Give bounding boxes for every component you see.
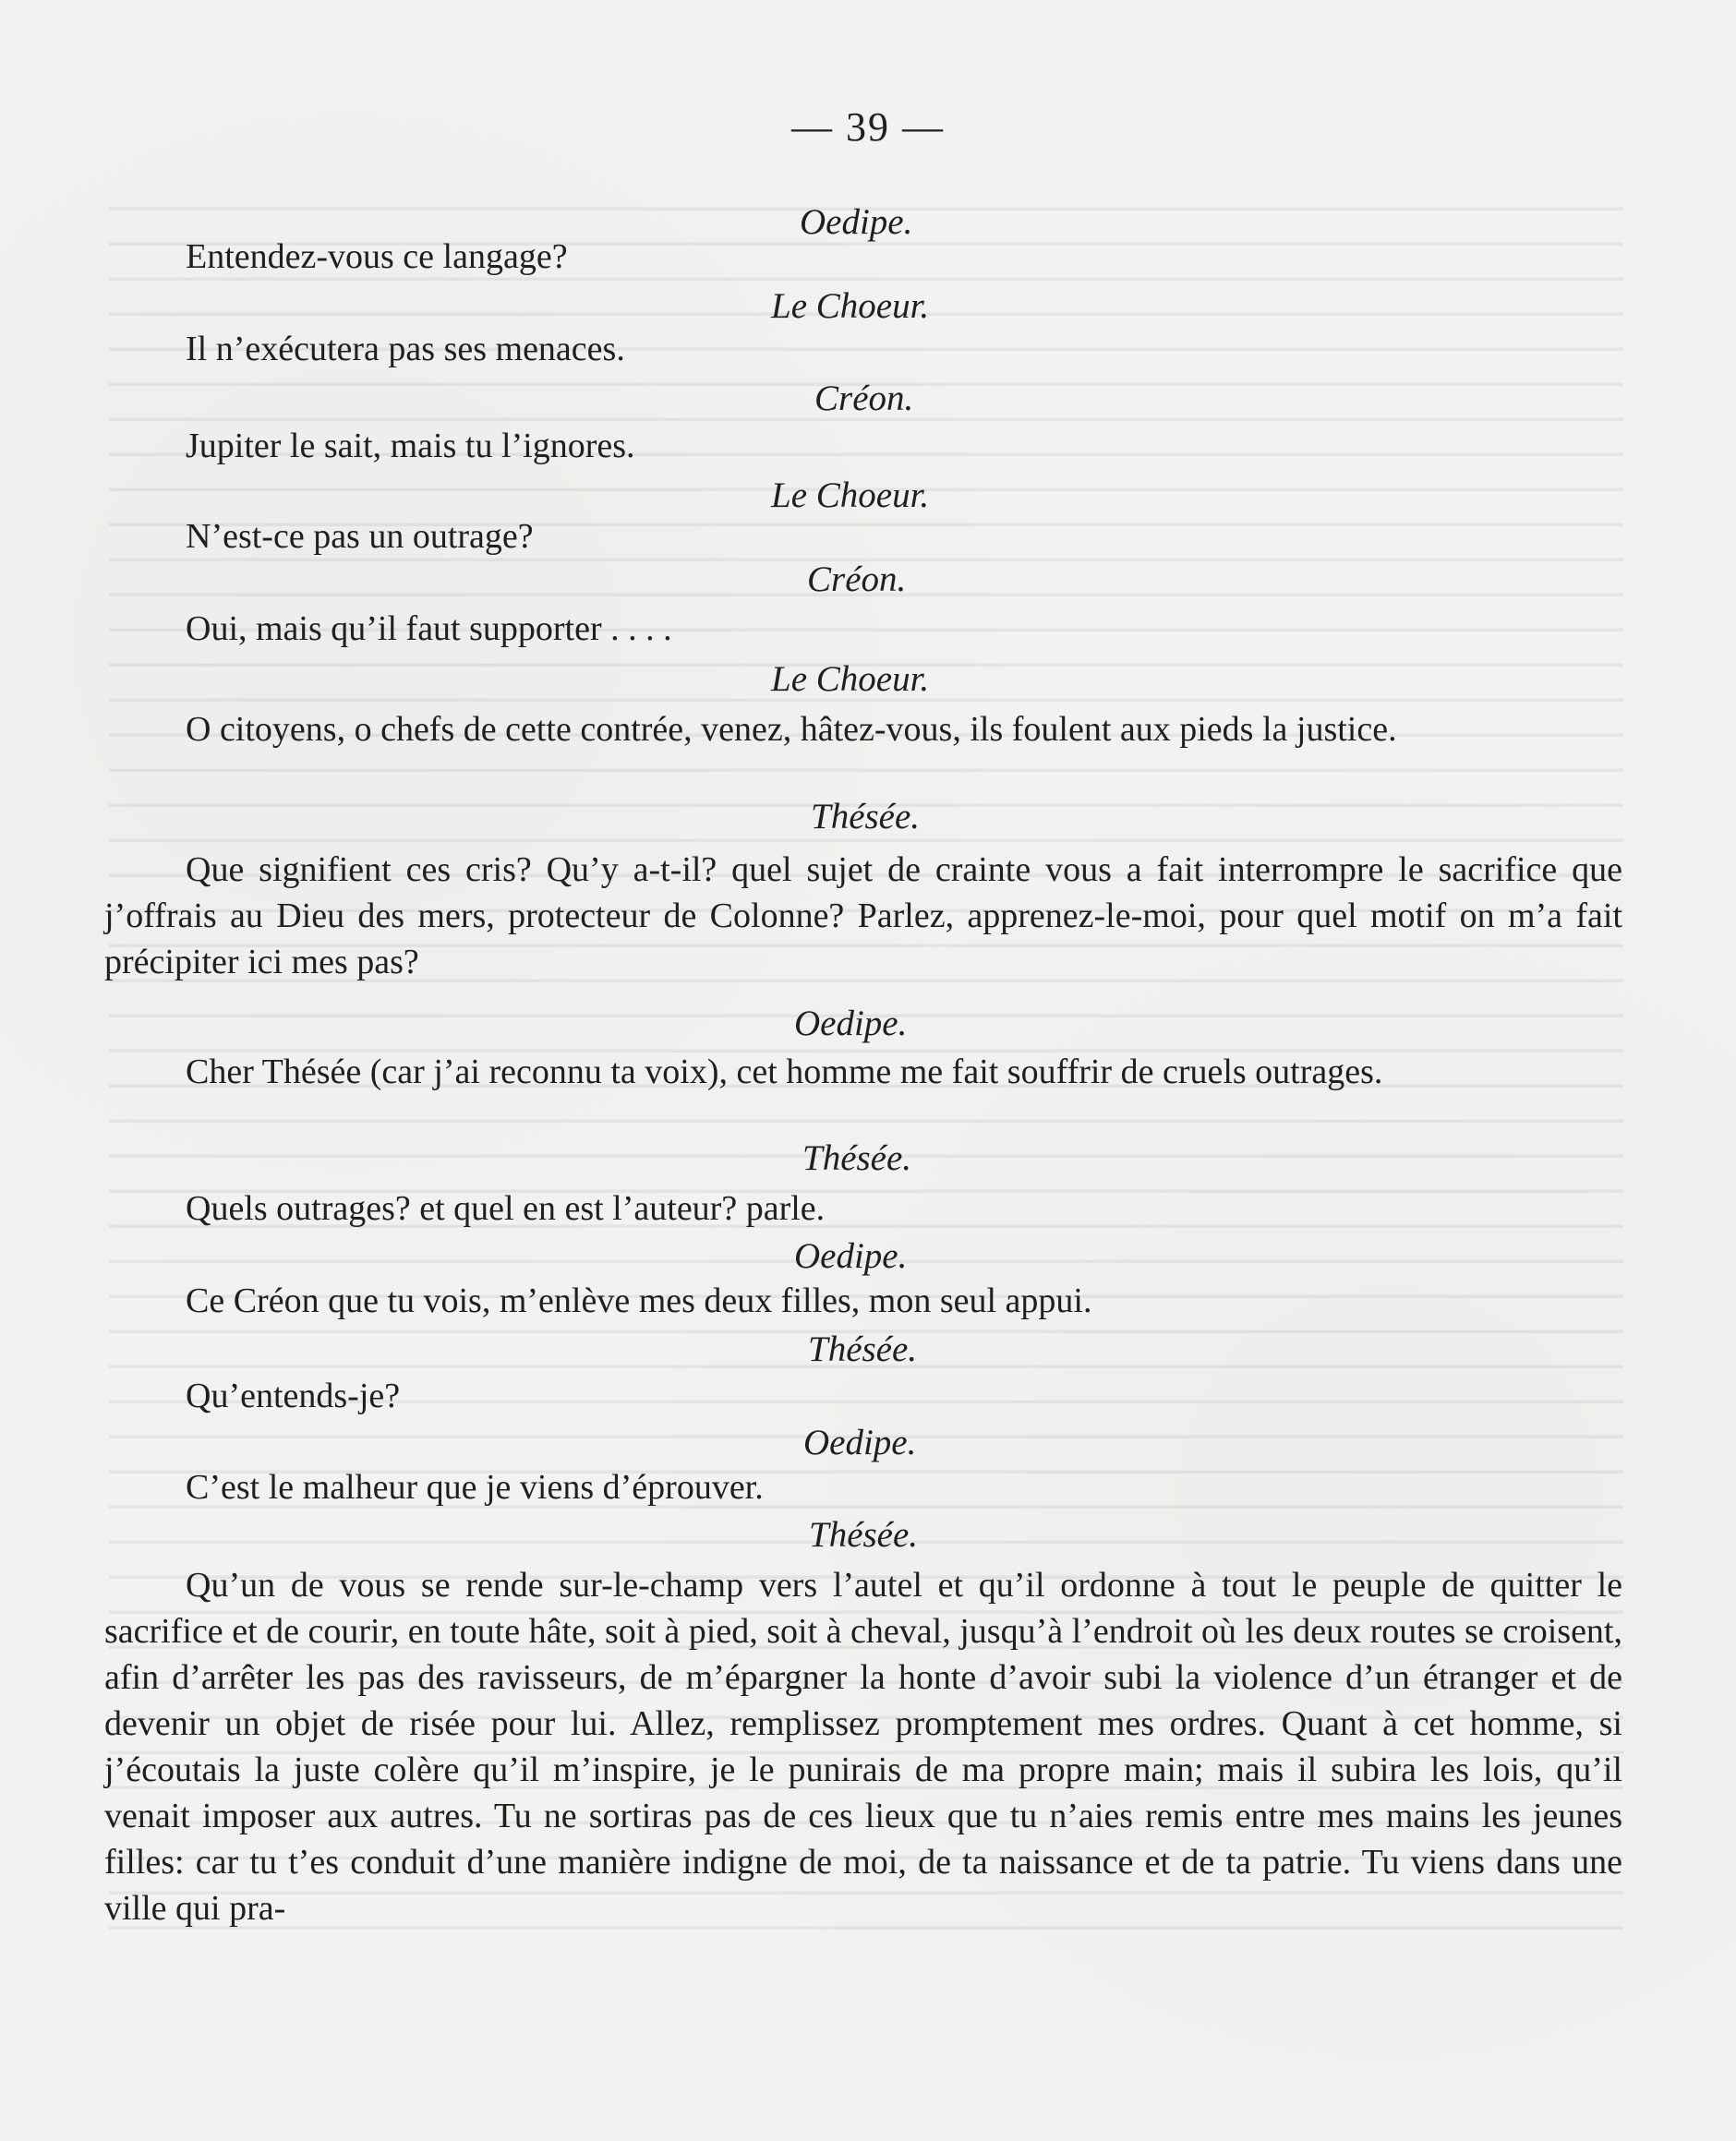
- dialogue-line: Jupiter le sait, mais tu l’ignores.: [186, 427, 635, 465]
- speaker-label: Thésée.: [802, 1138, 912, 1178]
- speaker-label: Créon.: [807, 559, 907, 599]
- speaker-label: Oedipe.: [800, 202, 913, 242]
- dialogue-line: Oui, mais qu’il faut supporter . . . .: [186, 609, 672, 648]
- speaker-label: Thésée.: [811, 797, 921, 836]
- page-number: — 39 —: [791, 104, 945, 150]
- speaker-label: Oedipe.: [803, 1423, 917, 1462]
- dialogue-paragraph: Cher Thésée (car j’ai reconnu ta voix), cet homme me fait souffrir de cruels outrages.: [186, 1052, 1383, 1091]
- speaker-label: Le Choeur.: [771, 286, 930, 326]
- dialogue-line: C’est le malheur que je viens d’éprouver.: [186, 1468, 764, 1507]
- dialogue-line: Qu’entends-je?: [186, 1377, 401, 1415]
- speaker-label: Thésée.: [808, 1329, 918, 1369]
- dialogue-paragraph: Qu’un de vous se rende sur-le-champ vers l’autel et qu’il ordonne à tout le peuple de quitter le sacrifice et de courir, en toute hâte, soit à pied, soit à cheval, jusqu’à l’endroit où les deux routes se croisent, afin d’arrêter les pas des ravisseurs, de m’épargner la honte d’avoir subi la violence d’un étranger et de devenir un objet de risée pour lui. Allez, remplissez promptement mes ordres. Quant à cet homme, si j’écoutais la juste colère qu’il m’inspire, je le punirais de ma propre main; mais il subira les lois, qu’il venait imposer aux autres. Tu ne sortiras pas de ces lieux que tu n’aies remis entre mes mains les jeunes filles: car tu t’es conduit d’une manière indigne de moi, de ta naissance et de ta patrie. Tu viens dans une ville qui pra-: [104, 1566, 1622, 1928]
- dialogue-line: Il n’exécutera pas ses menaces.: [186, 330, 625, 368]
- dialogue-line: Quels outrages? et quel en est l’auteur? parle.: [186, 1189, 826, 1228]
- dialogue-line: Entendez-vous ce langage?: [186, 237, 568, 276]
- speaker-label: Oedipe.: [794, 1004, 908, 1043]
- dialogue-paragraph: Que signifient ces cris? Qu’y a-t-il? quel sujet de crainte vous a fait interrompre le sacrifice que j’offrais au Dieu des mers, protecteur de Colonne? Parlez, apprenez-le-moi, pour quel motif on m’a fait précipiter ici mes pas?: [104, 850, 1622, 981]
- dialogue-line: Ce Créon que tu vois, m’enlève mes deux filles, mon seul appui.: [186, 1281, 1092, 1320]
- speaker-label: Créon.: [814, 379, 914, 418]
- dialogue-paragraph: O citoyens, o chefs de cette contrée, venez, hâtez-vous, ils foulent aux pieds la justice.: [186, 710, 1397, 749]
- speaker-label: Le Choeur.: [771, 659, 930, 699]
- speaker-label: Le Choeur.: [771, 475, 930, 515]
- speaker-label: Oedipe.: [794, 1236, 908, 1276]
- speaker-label: Thésée.: [809, 1515, 919, 1555]
- dialogue-line: N’est-ce pas un outrage?: [186, 517, 534, 556]
